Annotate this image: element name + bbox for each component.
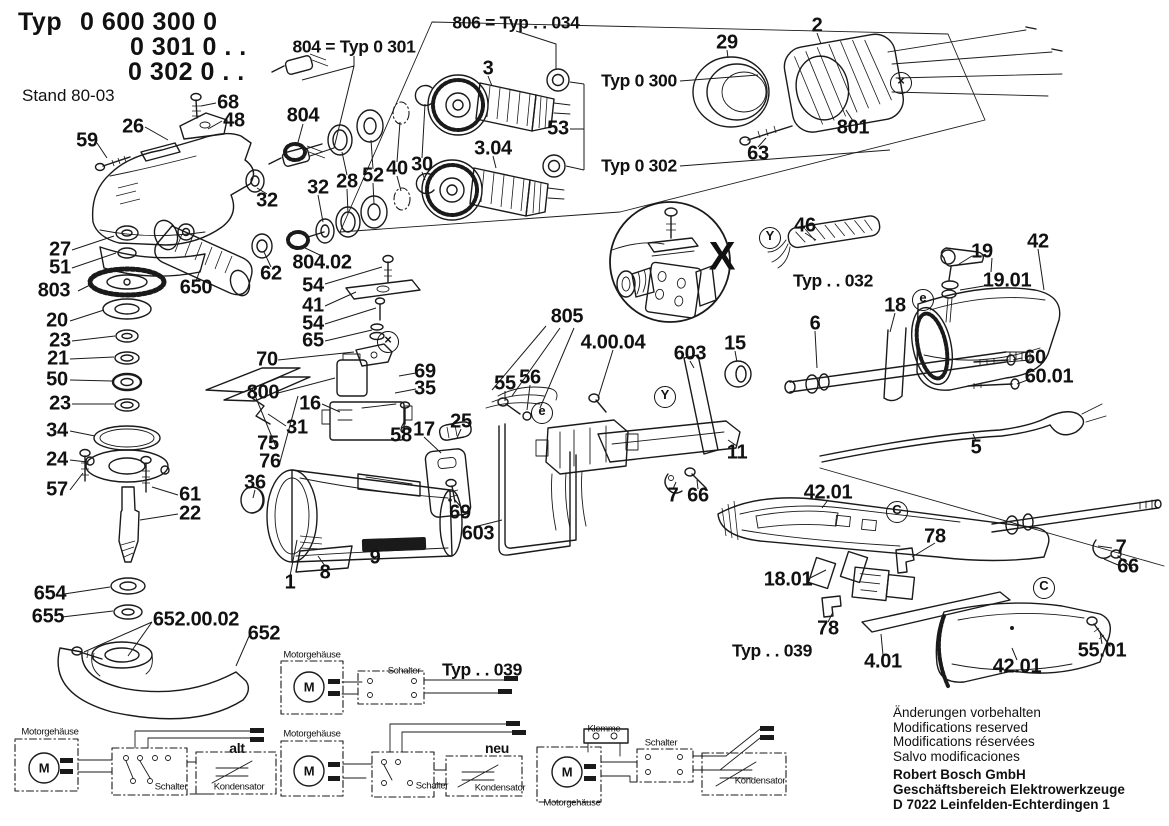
part-label-655: 655 <box>31 605 65 628</box>
part-label-3-04: 3.04 <box>474 137 512 160</box>
part-label-kondensator: Kondensator <box>734 775 786 787</box>
part-label-34: 34 <box>46 419 68 442</box>
header-model-3: 0 302 0 . . <box>128 58 245 86</box>
part-label-schalter: Schalter <box>415 780 449 792</box>
part-label-7: 7 <box>667 484 679 507</box>
part-label-motorgeh-use: Motorgehäuse <box>21 726 79 738</box>
part-label-17: 17 <box>413 418 435 441</box>
part-label-603: 603 <box>673 342 707 365</box>
part-label-motorgeh-use: Motorgehäuse <box>283 728 341 740</box>
part-label-22: 22 <box>179 502 201 525</box>
part-label-23: 23 <box>49 329 71 352</box>
part-label-76: 76 <box>259 450 281 473</box>
header-model-2: 0 301 0 . . <box>130 33 247 61</box>
part-label-55: 55 <box>494 372 516 395</box>
part-label-70: 70 <box>256 348 278 371</box>
part-label-803: 803 <box>37 279 71 302</box>
header-model-1: 0 600 300 0 <box>80 8 218 36</box>
motor-symbol-m: M <box>303 763 315 779</box>
part-label-9: 9 <box>369 546 381 569</box>
footer-company: Geschäftsbereich Elektrowerkzeuge <box>893 781 1125 797</box>
part-label-28: 28 <box>336 170 358 193</box>
part-label-42-01: 42.01 <box>992 655 1042 678</box>
part-label-19-01: 19.01 <box>982 269 1032 292</box>
part-label-57: 57 <box>46 478 68 501</box>
part-label-4-01: 4.01 <box>864 650 902 673</box>
part-label-11: 11 <box>726 441 748 464</box>
part-label-806-typ-034: 806 = Typ . . 034 <box>452 12 580 33</box>
circled-x-icon: × <box>890 72 912 94</box>
part-label-kondensator: Kondensator <box>474 782 526 794</box>
part-label-schalter: Schalter <box>644 737 678 749</box>
part-label-61: 61 <box>179 483 201 506</box>
circled-e-icon: e <box>912 289 934 311</box>
header-typ: Typ <box>18 8 63 36</box>
part-label-69: 69 <box>449 501 471 524</box>
part-label-650: 650 <box>179 276 213 299</box>
part-label-32: 32 <box>307 176 329 199</box>
part-label-801: 801 <box>836 116 870 139</box>
part-label-24: 24 <box>46 448 68 471</box>
part-label-69: 69 <box>414 360 436 383</box>
part-label-652-00-02: 652.00.02 <box>152 608 240 631</box>
part-label-25: 25 <box>450 410 472 433</box>
part-label-65: 65 <box>302 329 324 352</box>
part-label-42: 42 <box>1027 230 1049 253</box>
part-label-typ-032: Typ . . 032 <box>792 270 874 291</box>
circled-y-icon: Y <box>759 227 781 249</box>
part-label-6: 6 <box>809 312 821 335</box>
part-label-5: 5 <box>970 436 982 459</box>
part-label-52: 52 <box>362 164 384 187</box>
part-label-motorgeh-use: Motorgehäuse <box>543 797 601 809</box>
part-label-603: 603 <box>461 522 495 545</box>
part-label-55-01: 55.01 <box>1077 639 1127 662</box>
part-label-800: 800 <box>246 381 280 404</box>
footer-line: Modifications réservées <box>893 734 1035 750</box>
motor-symbol-m: M <box>561 764 573 780</box>
part-label-29: 29 <box>716 31 738 54</box>
part-label-motorgeh-use: Motorgehäuse <box>283 649 341 661</box>
part-label-typ-039: Typ . . 039 <box>731 640 813 661</box>
part-label-652: 652 <box>247 622 281 645</box>
part-label-typ-039: Typ . . 039 <box>441 659 523 680</box>
footer-line: Änderungen vorbehalten <box>893 705 1041 720</box>
part-label-50: 50 <box>46 368 68 391</box>
part-label-40: 40 <box>386 157 408 180</box>
circled-e-icon: e <box>531 402 553 424</box>
part-label-36: 36 <box>244 471 266 494</box>
part-label-19: 19 <box>971 240 993 263</box>
part-label-68: 68 <box>217 91 239 114</box>
part-label-804-typ-0-301: 804 = Typ 0 301 <box>292 36 416 57</box>
part-label-15: 15 <box>724 332 746 355</box>
footer-line: Salvo modificaciones <box>893 748 1020 764</box>
part-label-54: 54 <box>302 312 324 335</box>
part-label-18: 18 <box>884 294 906 317</box>
part-label-typ-0-300: Typ 0 300 <box>601 70 677 91</box>
part-label-54: 54 <box>302 274 324 297</box>
part-label-32: 32 <box>256 189 278 212</box>
circled-y-icon: Y <box>654 386 676 408</box>
part-label-42-01: 42.01 <box>803 481 853 504</box>
part-label-53: 53 <box>547 117 569 140</box>
footer-company: D 7022 Leinfelden-Echterdingen 1 <box>893 796 1110 812</box>
circled-c-icon: C <box>886 501 908 523</box>
part-label-7: 7 <box>1115 536 1127 559</box>
footer-block <box>893 706 1125 812</box>
part-label-kondensator: Kondensator <box>213 781 265 793</box>
part-label-27: 27 <box>49 238 71 261</box>
part-label-654: 654 <box>33 582 67 605</box>
footer-line: Modifications reserved <box>893 719 1029 735</box>
part-label-66: 66 <box>687 484 709 507</box>
part-label-21: 21 <box>47 347 69 370</box>
motor-symbol-m: M <box>303 679 315 695</box>
part-label-8: 8 <box>319 561 331 584</box>
part-label-18-01: 18.01 <box>763 568 813 591</box>
part-label-4-00-04: 4.00.04 <box>580 331 646 354</box>
part-label-60-01: 60.01 <box>1024 365 1074 388</box>
circled-c-icon: C <box>1033 577 1055 599</box>
part-label-62: 62 <box>260 262 282 285</box>
part-label-75: 75 <box>257 432 279 455</box>
part-label-neu: neu <box>485 740 509 756</box>
part-label-klemme: Klemme <box>587 723 621 735</box>
part-label-805: 805 <box>550 305 584 328</box>
part-label-63: 63 <box>747 142 769 165</box>
part-label-16: 16 <box>299 392 321 415</box>
part-label-3: 3 <box>482 57 494 80</box>
part-label-23: 23 <box>49 392 71 415</box>
part-label-51: 51 <box>49 256 71 279</box>
part-label-66: 66 <box>1117 555 1139 578</box>
part-label-48: 48 <box>223 109 245 132</box>
part-label-alt: alt <box>229 740 245 756</box>
part-label-58: 58 <box>390 424 412 447</box>
part-label-schalter: Schalter <box>154 781 188 793</box>
motor-symbol-m: M <box>38 760 50 776</box>
part-label-20: 20 <box>46 309 68 332</box>
part-label-804: 804 <box>286 104 320 127</box>
part-label-30: 30 <box>411 153 433 176</box>
part-label-78: 78 <box>924 525 946 548</box>
part-label-804-02: 804.02 <box>292 251 352 274</box>
part-label-31: 31 <box>286 416 308 439</box>
part-label-1: 1 <box>284 571 296 594</box>
part-label-2: 2 <box>811 14 823 37</box>
part-label-59: 59 <box>76 129 98 152</box>
part-label-schalter: Schalter <box>387 665 421 677</box>
part-label-typ-0-302: Typ 0 302 <box>601 155 677 176</box>
part-label-35: 35 <box>414 377 436 400</box>
part-label-41: 41 <box>302 294 324 317</box>
part-label-60: 60 <box>1024 346 1046 369</box>
part-label-78: 78 <box>817 617 839 640</box>
part-label-26: 26 <box>122 115 144 138</box>
footer-company: Robert Bosch GmbH <box>893 767 1026 783</box>
circled-x-icon: × <box>377 331 399 353</box>
detail-x-marker: X <box>708 234 736 279</box>
header-stand: Stand 80-03 <box>22 86 115 105</box>
part-label-56: 56 <box>519 366 541 389</box>
part-label-46: 46 <box>794 214 816 237</box>
